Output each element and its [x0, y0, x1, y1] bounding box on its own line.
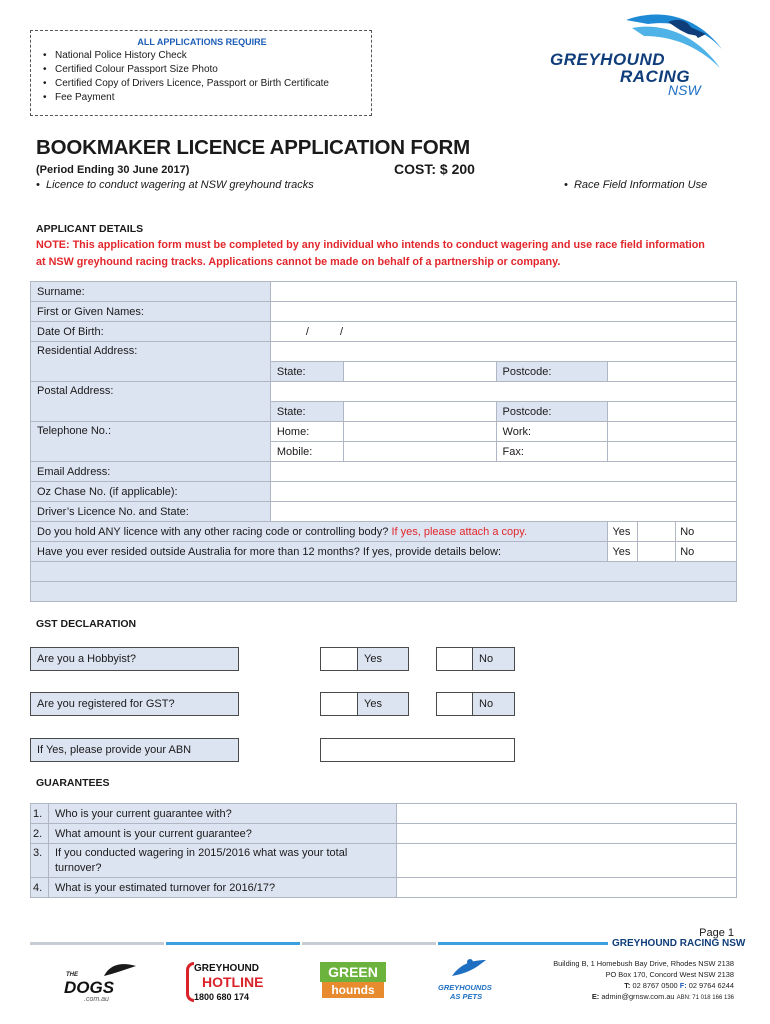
logo-line1: GREYHOUND	[550, 50, 666, 69]
applicant-details-table	[30, 281, 737, 602]
cost-text: COST: $ 200	[394, 161, 475, 177]
table-row	[31, 878, 737, 898]
applicant-note	[36, 237, 746, 271]
mobile-label: Mobile:	[270, 442, 343, 462]
guarantees-table	[30, 803, 737, 898]
period-text: (Period Ending 30 June 2017)	[36, 164, 190, 176]
licence-bullet-1: • Licence to conduct wagering at NSW greyhound tracks	[36, 179, 314, 191]
table-row	[31, 422, 737, 442]
address-line-2: PO Box 170, Concord West NSW 2138	[605, 970, 734, 979]
requirement-item: • Certified Copy of Drivers Licence, Passport or Birth Certificate	[41, 77, 363, 91]
mobile-field[interactable]	[343, 442, 496, 462]
table-row	[31, 302, 737, 322]
table-row	[31, 482, 737, 502]
guarantee-question	[48, 844, 396, 878]
postal-state-field[interactable]	[343, 402, 496, 422]
surname-label: Surname:	[31, 282, 271, 302]
email-address[interactable]: admin@grnsw.com.au	[601, 992, 675, 1001]
pets-bottom: AS PETS	[450, 992, 483, 1001]
guarantee-question: Who is your current guarantee with?	[48, 804, 396, 824]
home-label: Home:	[270, 422, 343, 442]
guarantee-num: 1.	[31, 804, 49, 824]
postal-postcode-field[interactable]	[608, 402, 737, 422]
table-row	[31, 542, 737, 562]
residential-postcode-field[interactable]	[608, 362, 737, 382]
q-licence-yes-label: Yes	[608, 522, 638, 542]
form-title: BOOKMAKER LICENCE APPLICATION FORM	[36, 136, 470, 159]
note-line-1: NOTE: This application form must be completed by any individual who intends to conduct wagering and use race field information	[36, 239, 705, 251]
table-row	[31, 462, 737, 482]
q-resided-no-label[interactable]: No	[676, 542, 737, 562]
table-row	[31, 824, 737, 844]
hotline-bracket	[186, 962, 194, 1002]
first-names-field[interactable]	[270, 302, 736, 322]
resided-details-field-2[interactable]	[31, 582, 737, 602]
q-resided-yes-label: Yes	[608, 542, 638, 562]
logo-line2: RACING	[620, 67, 691, 86]
hobbyist-no-label: No	[472, 647, 515, 671]
dob-label: Date Of Birth:	[31, 322, 271, 342]
guarantee-num: 3.	[31, 844, 49, 878]
guarantees-heading: GUARANTEES	[36, 777, 110, 789]
the-dogs-logo	[62, 960, 142, 1006]
dob-slash-2: /	[339, 325, 344, 338]
registered-yes-label: Yes	[357, 692, 409, 716]
first-names-label: First or Given Names:	[31, 302, 271, 322]
table-row	[31, 582, 737, 602]
phone-number: 02 8767 0500	[632, 981, 678, 990]
telephone-label: Telephone No.:	[31, 422, 271, 462]
guarantee-question: What is your estimated turnover for 2016/17?	[48, 878, 396, 898]
dogs-url: .com.au	[84, 996, 109, 1003]
note-line-2: at NSW greyhound racing tracks. Applications cannot be made on behalf of a partnership or company.	[36, 256, 561, 268]
table-row	[31, 844, 737, 878]
requirements-box	[30, 30, 372, 116]
hobbyist-label: Are you a Hobbyist?	[30, 647, 239, 671]
ozchase-field[interactable]	[270, 482, 736, 502]
postal-postcode-label: Postcode:	[496, 402, 608, 422]
registered-no-checkbox[interactable]	[436, 692, 473, 716]
footer-bar	[302, 942, 436, 945]
guarantee-answer-2[interactable]	[396, 824, 736, 844]
q-resided-label: Have you ever resided outside Australia for more than 12 months? If yes, provide details below:	[31, 542, 608, 562]
pets-top: GREYHOUNDS	[438, 983, 492, 992]
ozchase-label: Oz Chase No. (if applicable):	[31, 482, 271, 502]
guarantee-num: 4.	[31, 878, 49, 898]
registered-label: Are you registered for GST?	[30, 692, 239, 716]
work-field[interactable]	[608, 422, 737, 442]
residential-state-label: State:	[270, 362, 343, 382]
resided-details-field-1[interactable]	[31, 562, 737, 582]
requirement-item: • Certified Colour Passport Size Photo	[41, 63, 363, 77]
footer-bar	[166, 942, 300, 945]
q-licence-label	[31, 522, 608, 542]
greyhound-head-icon	[102, 960, 138, 978]
requirement-item: • Fee Payment	[41, 91, 363, 105]
q-licence-text: Do you hold ANY licence with any other racing code or controlling body?	[37, 525, 389, 538]
footer-bar	[438, 942, 608, 945]
licence-bullet-2: • Race Field Information Use	[564, 179, 708, 191]
footer-address	[553, 958, 734, 1004]
dob-field[interactable]	[270, 322, 736, 342]
table-row	[31, 342, 737, 362]
phone-line	[553, 980, 734, 991]
q-licence-red-text: If yes, please attach a copy.	[391, 525, 528, 538]
green-hounds-logo	[320, 962, 390, 1002]
q-licence-no-label[interactable]: No	[676, 522, 737, 542]
licence-bullet-2-text: Race Field Information Use	[573, 179, 708, 191]
table-row	[31, 502, 737, 522]
greyhounds-as-pets-logo	[436, 956, 508, 1004]
phone-label: T:	[624, 981, 631, 990]
postal-state-label: State:	[270, 402, 343, 422]
q-licence-yes-checkbox[interactable]	[638, 522, 676, 542]
guarantee-answer-3[interactable]	[396, 844, 736, 878]
licence-bullet-1-text: Licence to conduct wagering at NSW greyhound tracks	[45, 179, 314, 191]
drivers-field[interactable]	[270, 502, 736, 522]
surname-field[interactable]	[270, 282, 736, 302]
grnsw-logo	[548, 12, 738, 102]
fax-field[interactable]	[608, 442, 737, 462]
gst-heading: GST DECLARATION	[36, 618, 137, 630]
registered-yes-checkbox[interactable]	[320, 692, 358, 716]
guarantee-question-line1: If you conducted wagering in 2015/2016 what was your total	[54, 846, 348, 859]
work-label: Work:	[496, 422, 608, 442]
email-label: E:	[591, 992, 600, 1001]
dogs-main: DOGS	[64, 978, 115, 997]
abn-label: If Yes, please provide your ABN	[30, 738, 239, 762]
dob-slash-1: /	[305, 325, 309, 338]
registered-no-label: No	[472, 692, 515, 716]
guarantee-question: What amount is your current guarantee?	[48, 824, 396, 844]
postal-field[interactable]	[270, 382, 736, 402]
guarantee-answer-4[interactable]	[396, 878, 736, 898]
table-row	[31, 522, 737, 542]
residential-field[interactable]	[270, 342, 736, 362]
guarantee-answer-1[interactable]	[396, 804, 736, 824]
hobbyist-yes-checkbox[interactable]	[320, 647, 358, 671]
email-line	[553, 991, 734, 1004]
table-row	[31, 322, 737, 342]
applicant-heading: APPLICANT DETAILS	[36, 223, 144, 235]
page-number: Page 1	[699, 927, 734, 939]
guarantee-num: 2.	[31, 824, 49, 844]
greyhound-hotline-logo	[186, 960, 272, 1006]
hobbyist-yes-label: Yes	[357, 647, 409, 671]
table-row	[31, 382, 737, 402]
table-row	[31, 804, 737, 824]
table-row	[31, 562, 737, 582]
requirements-title: ALL APPLICATIONS REQUIRE	[137, 37, 267, 47]
dogs-the: THE	[66, 972, 78, 978]
fax-number: 02 9764 6244	[688, 981, 734, 990]
fax-label: Fax:	[496, 442, 608, 462]
greyhound-running-icon	[450, 956, 490, 982]
hobbyist-no-checkbox[interactable]	[436, 647, 473, 671]
requirements-list	[41, 49, 363, 105]
abn-number: ABN: 71 018 166 136	[676, 995, 734, 1001]
residential-state-field[interactable]	[343, 362, 496, 382]
residential-label: Residential Address:	[31, 342, 271, 382]
guarantee-question-line2: turnover?	[54, 861, 102, 874]
hotline-number: 1800 680 174	[194, 992, 250, 1002]
hotline-top: GREYHOUND	[194, 963, 260, 974]
address-line-1: Building B, 1 Homebush Bay Drive, Rhodes NSW 2138	[553, 959, 734, 968]
abn-field[interactable]	[320, 738, 515, 762]
logo-line3: NSW	[668, 82, 701, 98]
q-resided-yes-checkbox[interactable]	[638, 542, 676, 562]
postal-label: Postal Address:	[31, 382, 271, 422]
email-field[interactable]	[270, 462, 736, 482]
requirement-item: • National Police History Check	[41, 49, 363, 63]
home-field[interactable]	[343, 422, 496, 442]
footer-bar	[30, 942, 164, 945]
email-label: Email Address:	[31, 462, 271, 482]
green-top: GREEN	[320, 962, 386, 982]
hotline-mid: HOTLINE	[202, 974, 264, 990]
drivers-label: Driver’s Licence No. and State:	[31, 502, 271, 522]
residential-postcode-label: Postcode:	[496, 362, 608, 382]
green-bottom: hounds	[322, 982, 384, 998]
fax-label: F:	[679, 981, 687, 990]
footer-org: GREYHOUND RACING NSW	[612, 938, 746, 949]
table-row	[31, 282, 737, 302]
